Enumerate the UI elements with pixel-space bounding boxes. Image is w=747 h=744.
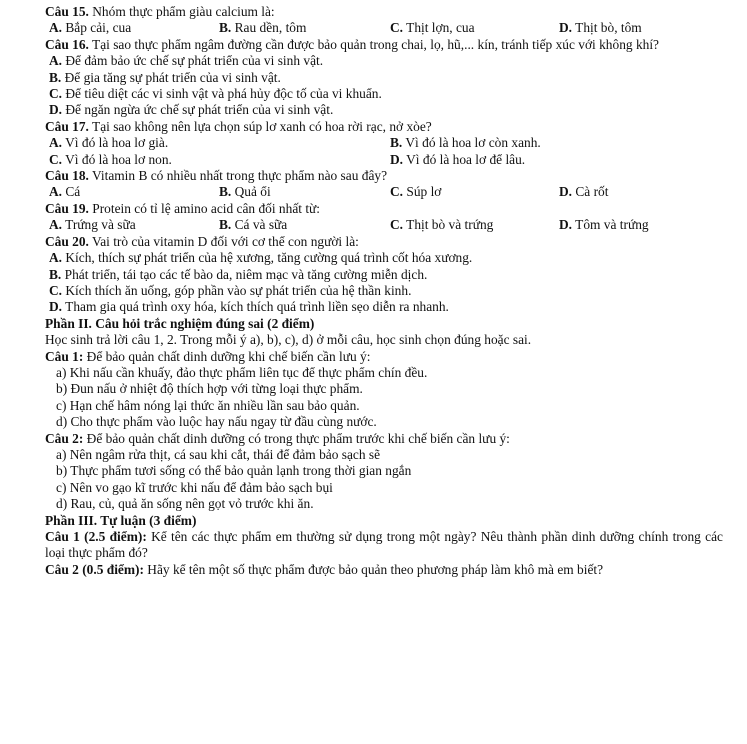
question-label: Câu 18. [45,168,89,184]
question-label: Câu 20. [45,233,89,249]
option-b: B. Rau dền, tôm [219,20,307,36]
option-b: B. Phát triển, tái tạo các tế bào da, niêm mạc và tăng cường miễn dịch. [49,266,428,282]
question-label: Câu 19. [45,200,89,216]
option-c: C. Kích thích ăn uống, góp phần vào sự phát triển của hệ thần kinh. [49,282,412,298]
question-text: Tại sao thực phẩm ngâm đường cần được bảo quản trong chai, lọ, hũ,... kín, tránh tiếp xúc với không khí? [88,36,659,52]
tf-item: a) Nên ngâm rửa thịt, cá sau khi cắt, thái để đảm bảo sạch sẽ [56,446,381,462]
option-c: C. Thịt lợn, cua [390,20,475,36]
option-a: A. Cá [49,184,81,200]
question-20 [45,234,723,250]
question-text: Hãy kể tên một số thực phẩm được bảo quản theo phương pháp làm khô mà em biết? [143,561,604,577]
section-title: Phần III. Tự luận (3 điểm) [45,512,197,528]
essay-question-2 [45,562,723,578]
question-17 [45,119,723,135]
question-text: Vitamin B có nhiều nhất trong thực phẩm nào sau đây? [88,168,388,184]
question-text: Vai trò của vitamin D đối với cơ thể con người là: [88,233,359,249]
tf-item: d) Rau, củ, quả ăn sống nên gọt vỏ trước khi ăn. [56,496,314,512]
options-row [45,184,723,200]
question-text: Nhóm thực phẩm giàu calcium là: [88,4,275,19]
option-d: D. Tham gia quá trình oxy hóa, kích thích quá trình liền sẹo diễn ra nhanh. [49,299,449,315]
option-d: D. Vì đó là hoa lơ để lâu. [390,151,526,167]
option-b: B. Để gia tăng sự phát triển của vi sinh vật. [49,69,281,85]
option-d: D. Thịt bò, tôm [559,20,642,36]
question-label: Câu 16. [45,36,89,52]
tf-question-1 [45,349,723,365]
section-title: Phần II. Câu hỏi trắc nghiệm đúng sai (2 điểm) [45,315,315,331]
question-label: Câu 1 (2.5 điểm): [45,529,147,544]
option-a: A. Để đảm bảo ức chế sự phát triển của vi sinh vật. [49,53,324,69]
question-label: Câu 15. [45,4,89,19]
options-row [45,135,723,151]
option-d: D. Để ngăn ngừa ức chế sự phát triển của vi sinh vật. [49,102,334,118]
question-label: Câu 17. [45,118,89,134]
question-16 [45,37,723,53]
option-b: B. Vì đó là hoa lơ còn xanh. [390,135,541,151]
option-c: C. Súp lơ [390,184,442,200]
option-d: D. Cà rốt [559,184,609,200]
question-text: Protein có tỉ lệ amino acid cân đối nhất từ: [88,200,321,216]
option-c: C. Để tiêu diệt các vi sinh vật và phá hủy độc tố của vi khuẩn. [49,86,382,102]
option-a: A. Trứng và sữa [49,217,136,233]
section-instruction: Học sinh trả lời câu 1, 2. Trong mỗi ý a), b), c), d) ở mỗi câu, học sinh chọn đúng hoặc sai. [45,332,532,348]
question-text: Tại sao không nên lựa chọn súp lơ xanh có hoa rời rạc, nở xòe? [88,118,432,134]
option-a: A. Bắp cải, cua [49,20,132,36]
question-18 [45,168,723,184]
tf-item: b) Đun nấu ở nhiệt độ thích hợp với từng loại thực phẩm. [56,381,363,397]
question-label: Câu 1: [45,348,84,364]
option-b: B. Quả ổi [219,184,271,200]
option-a: A. Kích, thích sự phát triển của hệ xương, tăng cường quá trình cốt hóa xương. [49,250,473,266]
question-label: Câu 2 (0.5 điểm): [45,561,144,577]
option-d: D. Tôm và trứng [559,217,649,233]
option-a: A. Vì đó là hoa lơ già. [49,135,169,151]
question-text: Kể tên các thực phẩm em thường sử dụng trong một ngày? Nêu thành phần dinh dưỡng chính trong các loại thực phẩm đó? [45,529,723,561]
essay-question-1 [45,529,723,562]
options-row [45,152,723,168]
question-19 [45,201,723,217]
question-label: Câu 2: [45,430,84,446]
options-row [45,217,723,233]
tf-item: d) Cho thực phẩm vào luộc hay nấu ngay từ đầu cùng nước. [56,414,377,430]
option-b: B. Cá và sữa [219,217,288,233]
option-c: C. Vì đó là hoa lơ non. [49,151,172,167]
options-row [45,20,723,36]
tf-item: b) Thực phẩm tươi sống có thể bảo quản lạnh trong thời gian ngắn [56,463,412,479]
tf-item: a) Khi nấu cần khuấy, đảo thực phẩm liên tục để thực phẩm chín đều. [56,364,428,380]
tf-item: c) Hạn chế hâm nóng lại thức ăn nhiều lần sau bảo quản. [56,397,360,413]
question-text: Để bảo quản chất dinh dưỡng khi chế biến cần lưu ý: [83,348,371,364]
tf-item: c) Nên vo gạo kĩ trước khi nấu để đảm bảo sạch bụi [56,479,333,495]
question-text: Để bảo quản chất dinh dưỡng có trong thực phẩm trước khi chế biến cần lưu ý: [83,430,510,446]
tf-question-2 [45,431,723,447]
option-c: C. Thịt bò và trứng [390,217,494,233]
question-15 [45,4,723,20]
